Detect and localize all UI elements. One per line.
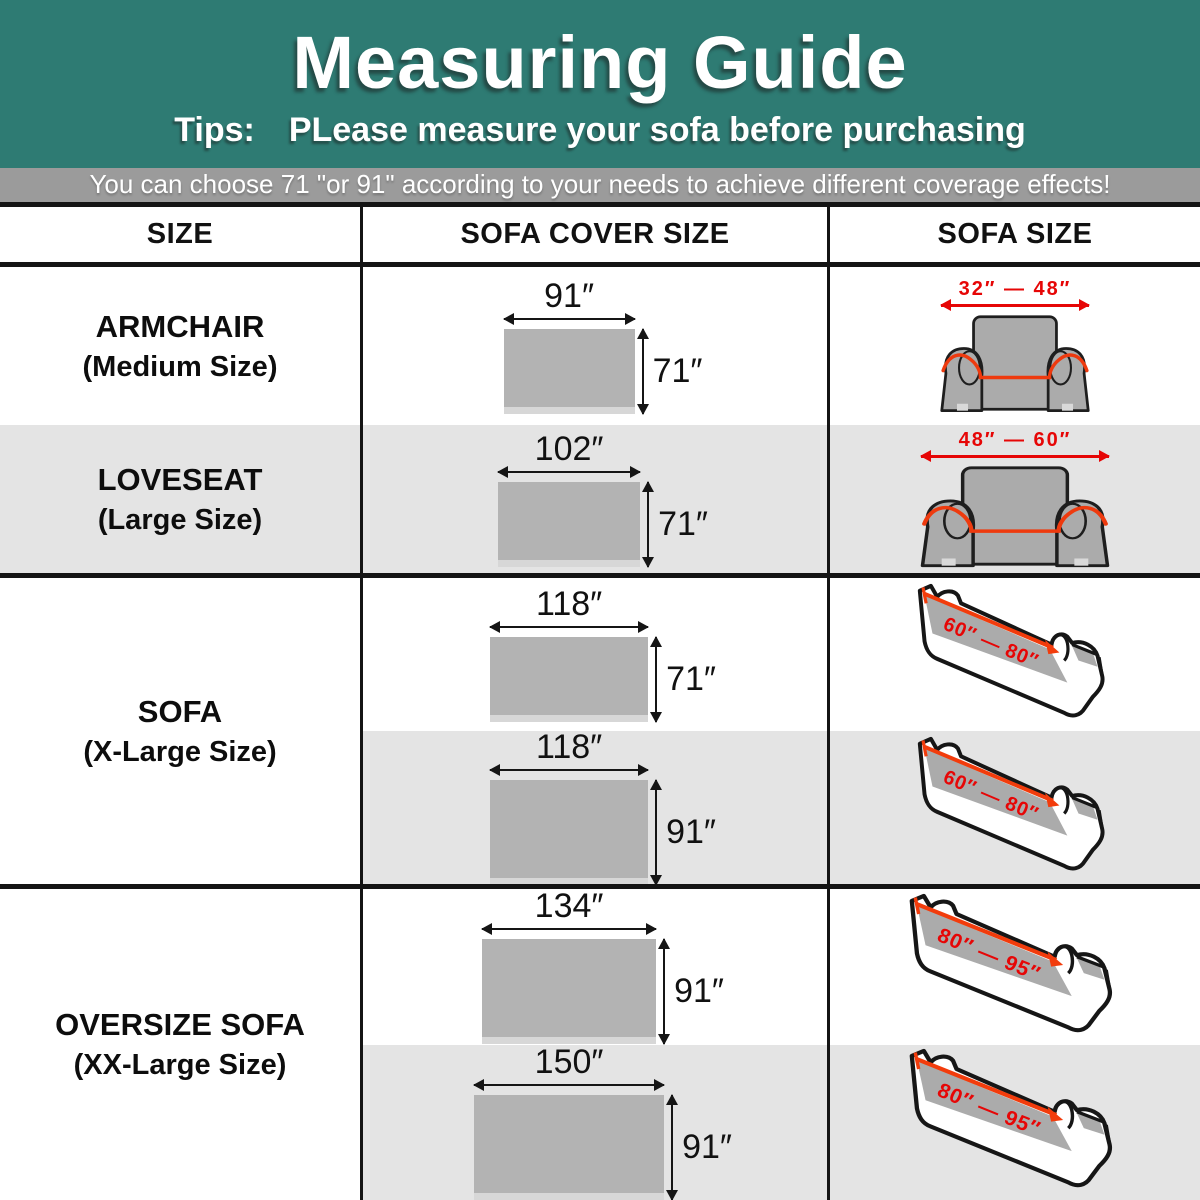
sofa-size-cell <box>830 425 1200 573</box>
sofa-back-3d-icon <box>886 1046 1144 1198</box>
size-subtitle: (Medium Size) <box>82 350 278 383</box>
sofa-width-range-label: 80″ — 95″ <box>933 1079 1044 1141</box>
sofa-back-3d-icon <box>896 581 1134 728</box>
page-title: Measuring Guide <box>292 21 908 104</box>
cover-size-cell <box>360 578 830 731</box>
cover-rectangle <box>482 939 656 1044</box>
size-subtitle: (XX-Large Size) <box>73 1049 287 1081</box>
height-arrow <box>655 780 657 884</box>
size-label-cell <box>0 578 360 884</box>
tips-line <box>0 111 1200 150</box>
cover-rectangle <box>474 1095 664 1200</box>
cover-height-label: 71″ <box>658 504 708 543</box>
cover-size-diagram <box>498 429 708 567</box>
tips-label: Tips: <box>174 111 255 149</box>
height-arrow <box>663 939 665 1044</box>
size-name: SOFA <box>137 693 223 729</box>
sofa-width-range-label: 60″ — 80″ <box>940 613 1042 673</box>
cover-size-cell <box>360 425 830 573</box>
sofa-width-range-label: 32″ — 48″ <box>958 277 1072 300</box>
size-name: OVERSIZE SOFA <box>55 1007 305 1042</box>
cover-rectangle <box>498 482 640 567</box>
cover-width-label: 134″ <box>534 889 604 926</box>
height-arrow <box>642 329 644 414</box>
sofa-width-range-label: 80″ — 95″ <box>933 923 1044 986</box>
height-arrow <box>671 1095 673 1200</box>
sofa-front-diagram <box>939 278 1091 415</box>
tips-text: PLease measure your sofa before purchasing <box>288 111 1026 149</box>
sofa-size-cell <box>830 578 1200 731</box>
cover-size-cell <box>360 1045 830 1200</box>
width-arrow <box>498 471 640 473</box>
row-oversize-sofa <box>0 889 1200 1200</box>
info-banner-text: You can choose 71 "or 91" according to your needs to achieve different coverage effects! <box>89 169 1111 199</box>
cover-size-diagram <box>482 889 724 1044</box>
size-name: ARMCHAIR <box>95 308 265 344</box>
cover-rectangle <box>490 780 648 884</box>
sofa-size-cell <box>830 267 1200 425</box>
row-armchair <box>0 267 1200 425</box>
loveseat-front-icon <box>919 462 1111 570</box>
sofa-size-cell <box>830 731 1200 884</box>
cover-height-label: 91″ <box>682 1127 732 1166</box>
sofa-back-3d-icon <box>886 891 1144 1043</box>
width-arrow <box>490 769 648 771</box>
column-header-size: SIZE <box>146 218 214 250</box>
cover-height-label: 71″ <box>652 351 703 390</box>
cover-height-label: 91″ <box>666 813 716 851</box>
sofa-size-cell <box>830 1045 1200 1200</box>
column-header-sofa-cover-size: SOFA COVER SIZE <box>360 207 830 262</box>
row-sofa <box>0 578 1200 884</box>
sofa-width-range-label: 60″ — 80″ <box>940 766 1042 826</box>
cover-size-diagram <box>474 1045 732 1200</box>
cover-size-diagram <box>504 276 703 414</box>
cover-rectangle <box>504 329 635 414</box>
size-label-cell <box>0 425 360 573</box>
column-header-sofa-size: SOFA SIZE <box>937 218 1093 250</box>
height-arrow <box>655 637 657 722</box>
cover-height-label: 71″ <box>666 660 716 698</box>
info-banner <box>0 168 1200 202</box>
cover-height-label: 91″ <box>674 972 724 1011</box>
size-label-cell <box>0 267 360 425</box>
table-header-row <box>0 207 1200 262</box>
row-loveseat <box>0 425 1200 573</box>
cover-size-diagram <box>490 587 716 722</box>
sofa-back-3d-icon <box>896 734 1134 881</box>
width-arrow <box>482 928 656 930</box>
cover-width-label: 118″ <box>535 585 603 623</box>
width-arrow <box>474 1084 664 1086</box>
cover-width-label: 118″ <box>535 731 603 766</box>
size-subtitle: (X-Large Size) <box>83 735 277 768</box>
sofa-size-cell <box>830 889 1200 1045</box>
sofa-width-arrow <box>941 304 1089 307</box>
cover-size-cell <box>360 889 830 1045</box>
width-arrow <box>490 626 648 628</box>
size-name: LOVESEAT <box>97 461 263 497</box>
cover-size-cell <box>360 267 830 425</box>
header <box>0 0 1200 168</box>
cover-rectangle <box>490 637 648 722</box>
size-subtitle: (Large Size) <box>97 503 263 536</box>
cover-size-diagram <box>490 731 716 884</box>
size-label-cell <box>0 889 360 1200</box>
cover-size-cell <box>360 731 830 884</box>
sofa-front-diagram <box>919 429 1111 570</box>
cover-width-label: 150″ <box>534 1044 604 1081</box>
sofa-width-arrow <box>921 455 1109 458</box>
cover-width-label: 102″ <box>534 429 604 468</box>
armchair-front-icon <box>939 311 1091 415</box>
sofa-width-range-label: 48″ — 60″ <box>958 428 1072 451</box>
cover-width-label: 91″ <box>544 276 594 315</box>
height-arrow <box>647 482 649 567</box>
width-arrow <box>504 318 635 320</box>
